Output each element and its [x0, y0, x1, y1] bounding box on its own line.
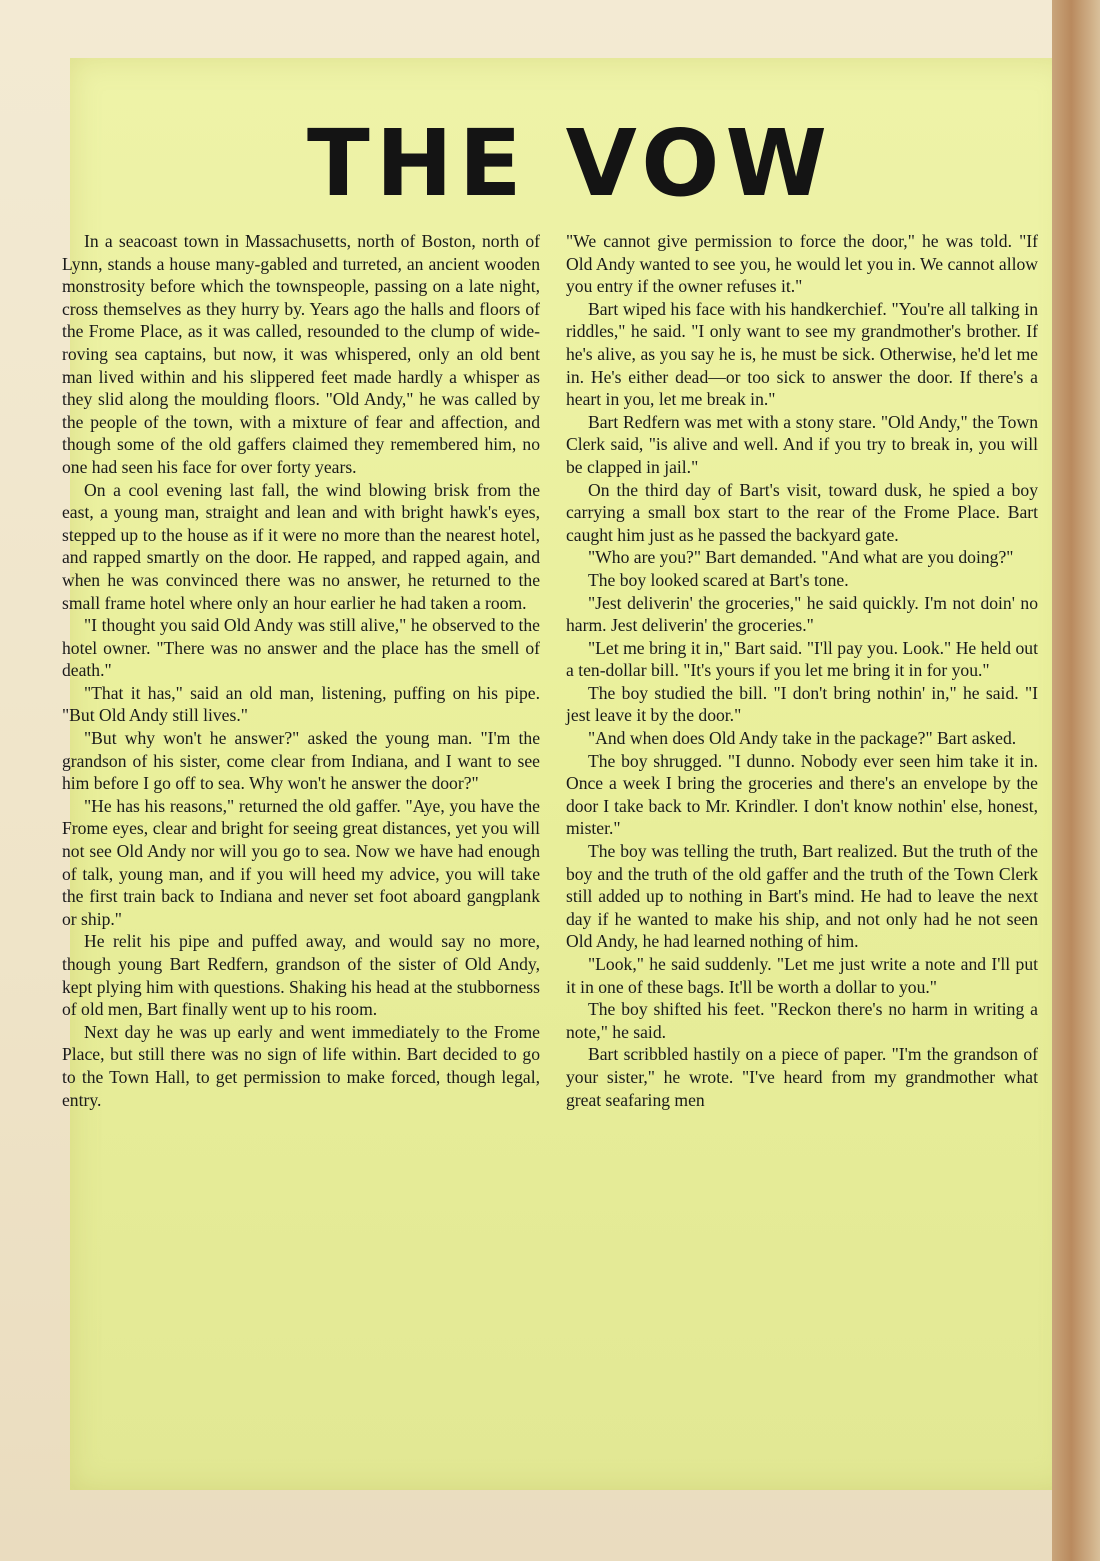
paragraph: "That it has," said an old man, listening, puffing on his pipe. "But Old Andy still lives." — [62, 682, 540, 726]
story-title: THE VOW — [307, 110, 833, 217]
paragraph: "He has his reasons," returned the old gaffer. "Aye, you have the Frome eyes, clear and bright for seeing great distances, yet you will not see Old Andy nor will you go to sea. Now we have had enough of talk, young man, and if you will heed my advice, you will take the first train back to Indiana and never set foot aboard gangplank or ship." — [62, 795, 540, 929]
paragraph: On the third day of Bart's visit, toward dusk, he spied a boy carrying a small box start to the rear of the Frome Place. Bart caught him just as he passed the backyard gate. — [566, 479, 1038, 545]
paragraph: "We cannot give permission to force the door," he was told. "If Old Andy wanted to see you, he would let you in. We cannot allow you entry if the owner refuses it." — [566, 231, 1038, 297]
paragraph: Bart Redfern was met with a stony stare. "Old Andy," the Town Clerk said, "is alive and well. And if you try to break in, you will be clapped in jail." — [566, 411, 1038, 477]
paragraph: Next day he was up early and went immediately to the Frome Place, but still there was no sign of life within. Bart decided to go to the Town Hall, to get permission to make forced, though legal, entry. — [62, 1021, 540, 1110]
paragraph: Bart wiped his face with his handkerchief. "You're all talking in riddles," he said. "I only want to see my grandmother's brother. If he's alive, as you say he is, he must be sick. Otherwise, he'd let me in. He's either dead—or too sick to answer the door. If there's a heart in you, let me break in." — [566, 298, 1038, 410]
paragraph: The boy was telling the truth, Bart realized. But the truth of the boy and the truth of the old gaffer and the truth of the Town Clerk still added up to nothing in Bart's mind. He had to leave the next day if he wanted to make his ship, and not only had he not seen Old Andy, he had learned nothing of him. — [566, 841, 1038, 952]
paragraph: "And when does Old Andy take in the package?" Bart asked. — [588, 728, 1017, 749]
paragraph: The boy shrugged. "I dunno. Nobody ever seen him take it in. Once a week I bring the groceries and there's an envelope by the door I take back to Mr. Krindler. I don't know nothin' else, honest, mister." — [566, 750, 1038, 839]
paragraph: "But why won't he answer?" asked the young man. "I'm the grandson of his sister, come clear from Indiana, and I want to see him before I go off to sea. Why won't he answer the door?" — [62, 728, 540, 794]
paragraph: The boy studied the bill. "I don't bring nothin' in," he said. "I jest leave it by the door." — [566, 682, 1038, 726]
paragraph: "Look," he said suddenly. "Let me just write a note and I'll put it in one of these bags. It'll be worth a dollar to you." — [566, 954, 1038, 997]
paragraph: "Let me bring it in," Bart said. "I'll pay you. Look." He held out a ten-dollar bill. "It's yours if you let me bring it in for you." — [566, 637, 1038, 681]
right-column — [566, 230, 1038, 1111]
paragraph: "Who are you?" Bart demanded. "And what are you doing?" — [588, 547, 1014, 568]
paragraph: The boy looked scared at Bart's tone. — [588, 569, 849, 590]
paragraph: Bart scribbled hastily on a piece of paper. "I'm the grandson of your sister," he wrote. "I've heard from my grandmother what great seafaring men — [566, 1044, 1038, 1110]
paragraph: On a cool evening last fall, the wind blowing brisk from the east, a young man, straight and lean and with bright hawk's eyes, stepped up to the house as if it were no more than the nearest hotel, and rapped smartly on the door. He rapped, and rapped again, and when he was convinced there was no answer, he returned to the small frame hotel where only an hour earlier he had taken a room. — [62, 479, 540, 613]
left-column — [62, 230, 540, 1111]
paragraph: The boy shifted his feet. "Reckon there's no harm in writing a note," he said. — [566, 999, 1038, 1042]
paragraph: "Jest deliverin' the groceries," he said quickly. I'm not doin' no harm. Jest deliverin' the groceries." — [566, 592, 1038, 636]
paragraph: He relit his pipe and puffed away, and would say no more, though young Bart Redfern, grandson of the sister of Old Andy, kept plying him with questions. Shaking his head at the stubborness of old men, Bart finally went up to his room. — [62, 931, 540, 1020]
paragraph: "I thought you said Old Andy was still alive," he observed to the hotel owner. "There was no answer and the place has the smell of death." — [62, 615, 540, 681]
paragraph: In a seacoast town in Massachusetts, north of Boston, north of Lynn, stands a house many-gabled and turreted, an ancient wooden monstrosity before which the townspeople, passing on a late night, cross themselves as they hurry by. Years ago the halls and floors of the Frome Place, as it was called, resounded to the clump of wide-roving sea captains, but now, it was whispered, only an old bent man lived within and his slippered feet made hardly a whisper as they slid along the moulding floors. "Old Andy," he was called by the people of the town, with a mixture of fear and affection, and though some of the old gaffers claimed they remembered him, no one had seen his face for over forty years. — [62, 231, 540, 477]
page-spine — [1052, 0, 1100, 1561]
